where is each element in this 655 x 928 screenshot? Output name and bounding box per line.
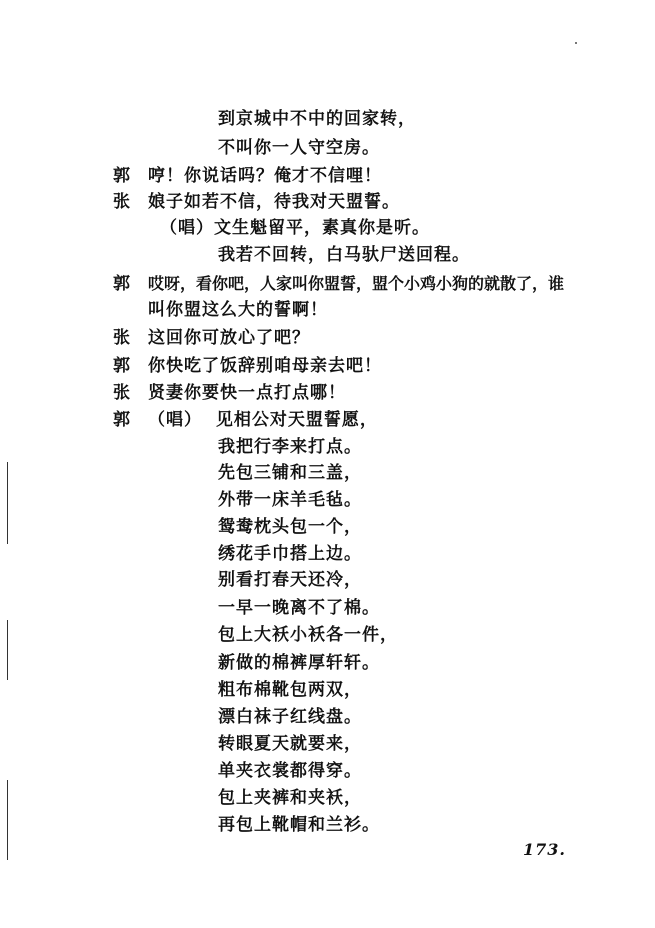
verse-line: 绣花手巾搭上边。 [218, 544, 362, 564]
speaker-label: 郭 [113, 166, 130, 186]
dialogue-line: 你快吃了饭辞别咱母亲去吧！ [148, 356, 382, 376]
dialogue-line: 哼！你说话吗？俺才不信哩！ [148, 166, 382, 186]
verse-line: 先包三铺和三盖， [218, 463, 362, 483]
scan-margin-mark [7, 620, 8, 680]
dialogue-line: 贤妻你要快一点打点哪！ [148, 383, 346, 403]
verse-line: 不叫你一人守空房。 [218, 138, 380, 158]
dialogue-line: 这回你可放心了吧？ [148, 328, 310, 348]
dialogue-line: 哎呀，看你吧，人家叫你盟誓，盟个小鸡小狗的就散了，谁 [148, 274, 565, 293]
dialogue-line: 娘子如若不信，待我对天盟誓。 [148, 192, 400, 212]
speaker-label: 张 [113, 192, 130, 212]
verse-line: 我把行李来打点。 [218, 437, 362, 457]
verse-line: 外带一床羊毛毡。 [218, 490, 362, 510]
speaker-label: 张 [113, 383, 130, 403]
dialogue-line: 叫你盟这么大的誓啊！ [148, 300, 328, 320]
verse-line: 再包上靴帽和兰衫。 [218, 815, 380, 835]
verse-line: 转眼夏天就要来， [218, 734, 362, 754]
speaker-label: 郭 [113, 274, 130, 294]
sung-line: （唱）文生魁留平，素真你是听。 [160, 218, 430, 238]
verse-line: 包上大袄小袄各一件， [218, 625, 398, 645]
sung-line: （唱） 见相公对天盟誓愿， [148, 410, 378, 430]
speaker-label: 郭 [113, 356, 130, 376]
scan-margin-mark [7, 462, 8, 544]
verse-line: 新做的棉裤厚轩轩。 [218, 653, 380, 673]
verse-line: 别看打春天还冷， [218, 570, 362, 590]
verse-line: 我若不回转，白马驮尸送回程。 [218, 245, 470, 265]
verse-line: 包上夹裤和夹袄， [218, 788, 362, 808]
scan-dot-mark [575, 42, 577, 44]
speaker-label: 张 [113, 328, 130, 348]
verse-line: 鸳鸯枕头包一个， [218, 517, 362, 537]
speaker-label: 郭 [113, 410, 130, 430]
scan-margin-mark [7, 780, 8, 860]
page-number: 173. [523, 840, 566, 859]
verse-line: 漂白袜子红线盘。 [218, 707, 362, 727]
verse-line: 粗布棉靴包两双， [218, 680, 362, 700]
verse-line: 单夹衣裳都得穿。 [218, 761, 362, 781]
verse-line: 到京城中不中的回家转， [218, 109, 416, 129]
verse-line: 一早一晚离不了棉。 [218, 598, 380, 618]
